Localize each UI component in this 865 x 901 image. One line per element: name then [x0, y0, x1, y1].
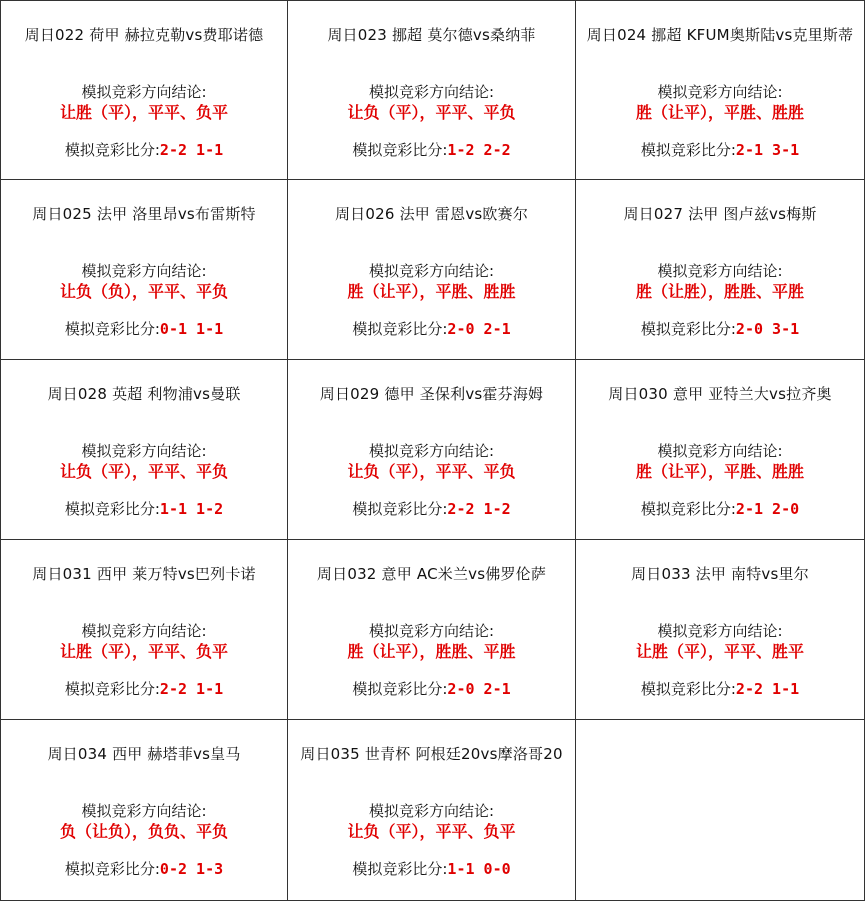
score-values: 2-2 1-1	[159, 680, 224, 698]
score-line	[1, 318, 287, 339]
match-title: 周日032 意甲 AC米兰vs佛罗伦萨	[316, 565, 547, 583]
match-card	[576, 0, 865, 180]
score-line	[1, 498, 287, 519]
score-values: 2-1 2-0	[735, 500, 800, 518]
conclusion-label: 模拟竞彩方向结论:	[81, 83, 207, 101]
score-label: 模拟竞彩比分:	[352, 141, 448, 159]
conclusion-label: 模拟竞彩方向结论:	[368, 442, 495, 460]
direction-conclusion: 让胜（平），平平、负平	[59, 642, 228, 661]
match-card	[0, 540, 288, 720]
score-values: 1-2 2-2	[447, 141, 511, 159]
score-label: 模拟竞彩比分:	[352, 500, 448, 518]
conclusion-label: 模拟竞彩方向结论:	[368, 802, 495, 820]
score-label: 模拟竞彩比分:	[640, 320, 736, 338]
score-line	[288, 318, 575, 339]
score-label: 模拟竞彩比分:	[352, 680, 448, 698]
match-card	[576, 360, 865, 540]
score-values: 2-2 1-2	[447, 500, 511, 518]
score-label: 模拟竞彩比分:	[64, 680, 160, 698]
score-line	[1, 678, 287, 699]
score-values: 2-1 3-1	[735, 141, 800, 159]
score-line	[576, 498, 864, 519]
direction-conclusion: 让负（平），平平、平负	[347, 462, 516, 481]
match-card	[576, 180, 865, 360]
match-title: 周日023 挪超 莫尔德vs桑纳菲	[327, 26, 536, 44]
score-line	[288, 678, 575, 699]
match-card	[288, 0, 576, 180]
match-card	[0, 180, 288, 360]
score-values: 0-1 1-1	[159, 320, 224, 338]
score-line	[576, 139, 864, 160]
score-label: 模拟竞彩比分:	[640, 680, 736, 698]
match-title: 周日026 法甲 雷恩vs欧赛尔	[334, 205, 529, 223]
direction-conclusion: 胜（让平），平胜、胜胜	[347, 282, 516, 301]
match-card	[288, 180, 576, 360]
direction-conclusion: 让胜（平），平平、胜平	[635, 642, 804, 661]
direction-conclusion: 胜（让平），胜胜、平胜	[347, 642, 516, 661]
direction-conclusion: 胜（让平），平胜、胜胜	[635, 103, 804, 122]
match-title: 周日030 意甲 亚特兰大vs拉齐奥	[608, 385, 832, 403]
empty-cell	[576, 720, 865, 901]
score-line	[576, 678, 864, 699]
match-card	[288, 540, 576, 720]
score-label: 模拟竞彩比分:	[352, 860, 448, 878]
match-title: 周日029 德甲 圣保利vs霍芬海姆	[319, 385, 544, 403]
score-line	[576, 318, 864, 339]
score-line	[288, 139, 575, 160]
score-line	[288, 858, 575, 879]
score-label: 模拟竞彩比分:	[640, 500, 736, 518]
direction-conclusion: 负（让负），负负、平负	[59, 822, 228, 841]
score-label: 模拟竞彩比分:	[64, 320, 160, 338]
score-values: 1-1 0-0	[447, 860, 511, 878]
conclusion-label: 模拟竞彩方向结论:	[657, 442, 783, 460]
score-values: 1-1 1-2	[159, 500, 224, 518]
score-line	[288, 498, 575, 519]
score-label: 模拟竞彩比分:	[64, 141, 160, 159]
conclusion-label: 模拟竞彩方向结论:	[657, 622, 783, 640]
score-label: 模拟竞彩比分:	[640, 141, 736, 159]
direction-conclusion: 让负（平），平平、平负	[347, 103, 516, 122]
match-card	[0, 0, 288, 180]
conclusion-label: 模拟竞彩方向结论:	[368, 83, 495, 101]
direction-conclusion: 让负（平），平平、平负	[59, 462, 228, 481]
conclusion-label: 模拟竞彩方向结论:	[81, 802, 207, 820]
match-title: 周日022 荷甲 赫拉克勒vs费耶诺德	[24, 26, 264, 44]
score-line	[1, 858, 287, 879]
direction-conclusion: 让负（平），平平、负平	[347, 822, 516, 841]
match-card	[288, 720, 576, 901]
match-title: 周日035 世青杯 阿根廷20vs摩洛哥20	[300, 745, 563, 763]
conclusion-label: 模拟竞彩方向结论:	[657, 83, 783, 101]
conclusion-label: 模拟竞彩方向结论:	[81, 622, 207, 640]
match-title: 周日028 英超 利物浦vs曼联	[47, 385, 241, 403]
match-title: 周日024 挪超 KFUM奥斯陆vs克里斯蒂	[586, 26, 854, 44]
conclusion-label: 模拟竞彩方向结论:	[368, 622, 495, 640]
score-line	[1, 139, 287, 160]
score-values: 0-2 1-3	[159, 860, 224, 878]
score-values: 2-0 3-1	[735, 320, 800, 338]
conclusion-label: 模拟竞彩方向结论:	[368, 262, 495, 280]
score-values: 2-0 2-1	[447, 680, 511, 698]
match-title: 周日033 法甲 南特vs里尔	[631, 565, 809, 583]
score-label: 模拟竞彩比分:	[64, 500, 160, 518]
match-card	[288, 360, 576, 540]
direction-conclusion: 胜（让平），平胜、胜胜	[635, 462, 804, 481]
direction-conclusion: 让负（负），平平、平负	[59, 282, 228, 301]
score-values: 2-0 2-1	[447, 320, 511, 338]
match-title: 周日027 法甲 图卢兹vs梅斯	[623, 205, 817, 223]
match-title: 周日034 西甲 赫塔菲vs皇马	[47, 745, 241, 763]
match-card	[0, 360, 288, 540]
direction-conclusion: 胜（让胜），胜胜、平胜	[635, 282, 804, 301]
score-values: 2-2 1-1	[735, 680, 800, 698]
match-card	[0, 720, 288, 901]
match-title: 周日031 西甲 莱万特vs巴列卡诺	[32, 565, 256, 583]
score-label: 模拟竞彩比分:	[352, 320, 448, 338]
score-label: 模拟竞彩比分:	[64, 860, 160, 878]
conclusion-label: 模拟竞彩方向结论:	[81, 442, 207, 460]
score-values: 2-2 1-1	[159, 141, 224, 159]
direction-conclusion: 让胜（平），平平、负平	[59, 103, 228, 122]
match-card	[576, 540, 865, 720]
conclusion-label: 模拟竞彩方向结论:	[657, 262, 783, 280]
conclusion-label: 模拟竞彩方向结论:	[81, 262, 207, 280]
match-title: 周日025 法甲 洛里昂vs布雷斯特	[32, 205, 256, 223]
